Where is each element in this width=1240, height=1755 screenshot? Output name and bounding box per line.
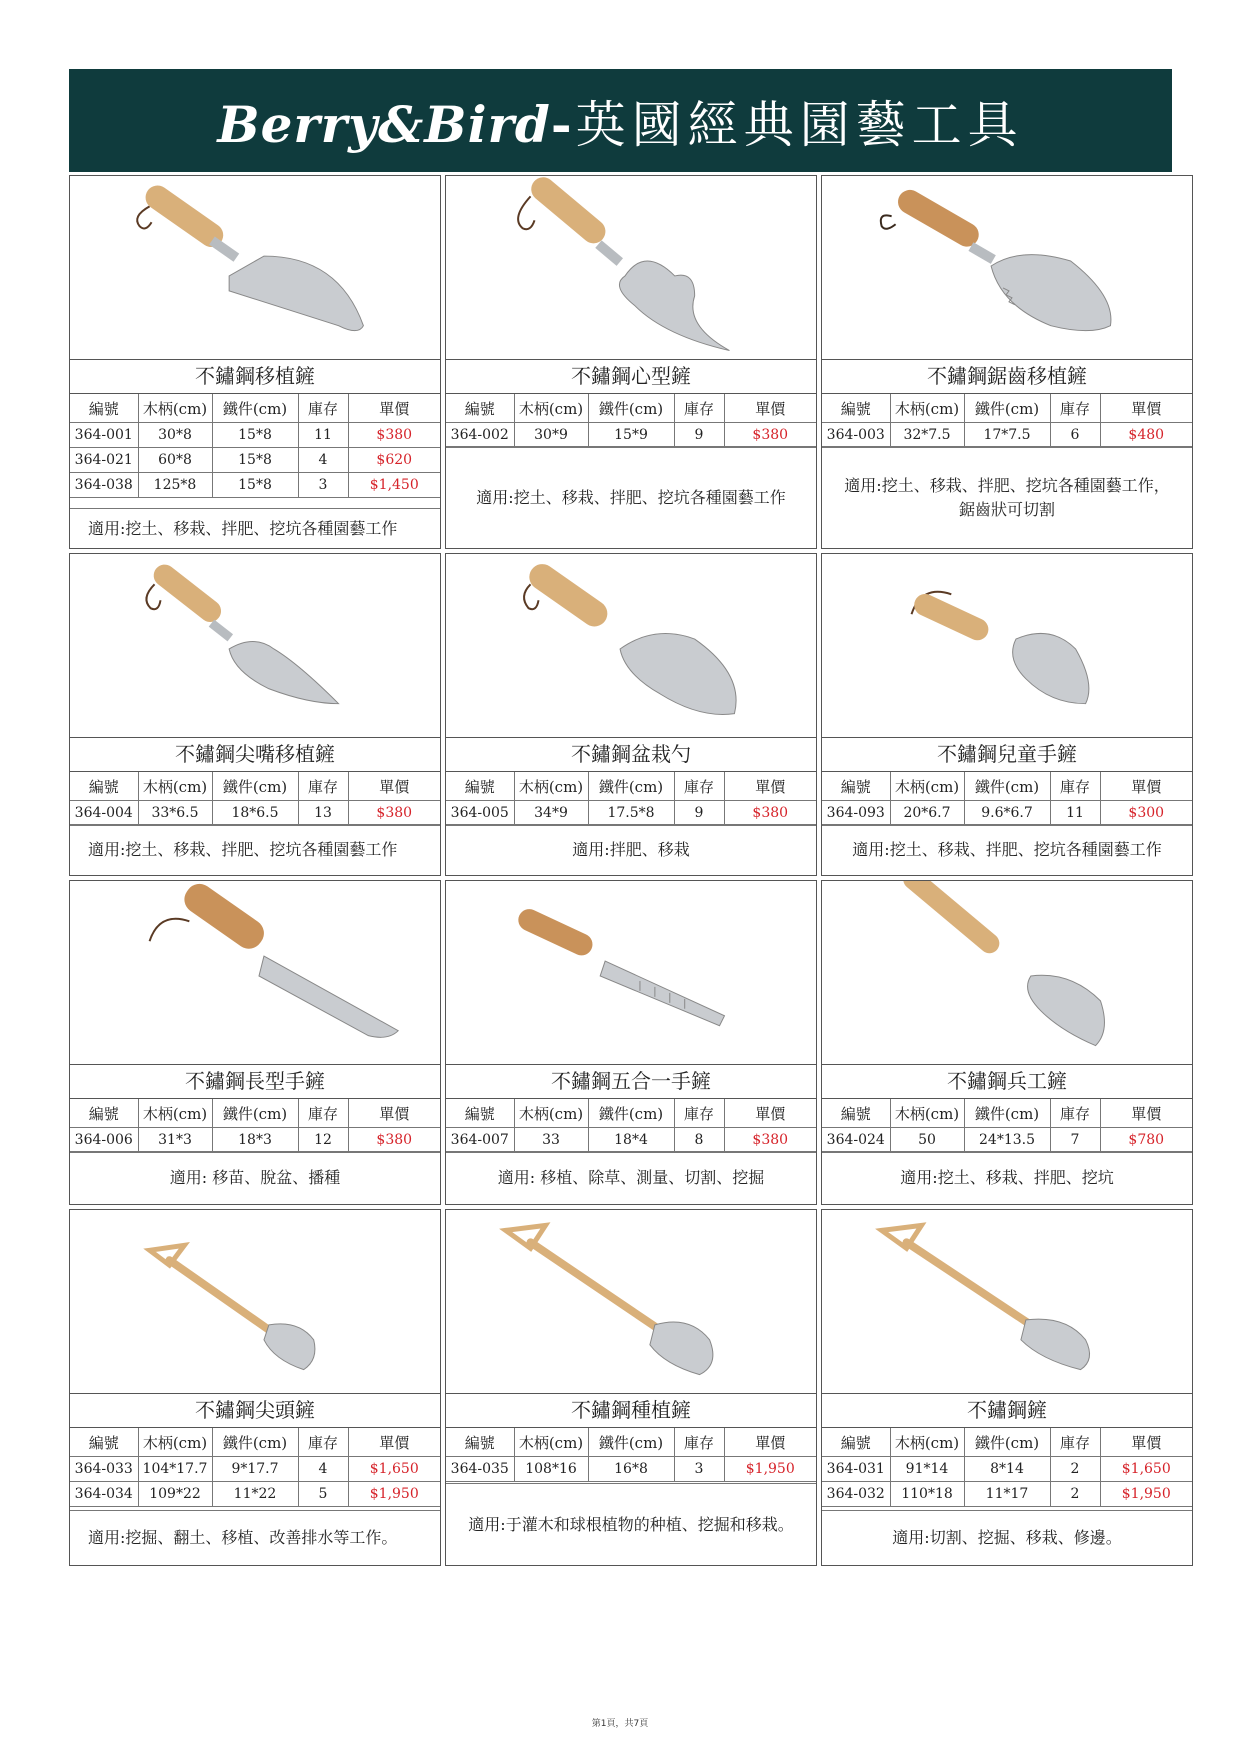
col-header-price: 單價 — [724, 1099, 816, 1128]
col-header-stock: 庫存 — [674, 1428, 724, 1457]
product-name: 不鏽鋼五合一手鏟 — [446, 1064, 816, 1099]
handle-size: 33*6.5 — [138, 801, 212, 826]
product-image-long-trowel — [70, 881, 440, 1065]
item-code: 364-033 — [70, 1457, 138, 1482]
stock-count: 4 — [298, 1457, 348, 1482]
spec-row — [70, 801, 440, 826]
unit-price: $380 — [724, 1128, 816, 1153]
unit-price: $1,650 — [1100, 1457, 1192, 1482]
spec-row — [822, 1128, 1192, 1153]
handle-size: 31*3 — [138, 1128, 212, 1153]
product-image-pointed-spade — [70, 1210, 440, 1394]
col-header-stock: 庫存 — [1050, 1428, 1100, 1457]
stock-count: 8 — [674, 1128, 724, 1153]
col-header-stock: 庫存 — [298, 772, 348, 801]
product-name: 不鏽鋼鏟 — [822, 1393, 1192, 1428]
product-name: 不鏽鋼心型鏟 — [446, 359, 816, 394]
blade-size: 11*17 — [964, 1482, 1050, 1507]
handle-size: 32*7.5 — [890, 423, 964, 448]
product-name: 不鏽鋼兵工鏟 — [822, 1064, 1192, 1099]
handle-size: 108*16 — [514, 1457, 588, 1482]
spec-row — [822, 1482, 1192, 1507]
product-card-five-in-one-trowel — [445, 880, 817, 1205]
col-header-price: 單價 — [1100, 394, 1192, 423]
spec-header-row — [446, 1099, 816, 1128]
item-code: 364-003 — [822, 423, 890, 448]
spec-header-row — [446, 394, 816, 423]
usage-text: 適用:挖土、移栽、拌肥、挖坑各種園藝工作， — [844, 475, 1170, 495]
col-header-stock: 庫存 — [298, 394, 348, 423]
blade-size: 15*8 — [212, 448, 298, 473]
col-header-stock: 庫存 — [1050, 394, 1100, 423]
blade-size: 15*8 — [212, 423, 298, 448]
usage-note — [822, 1151, 1192, 1204]
item-code: 364-007 — [446, 1128, 514, 1153]
usage-text: 適用:挖土、移栽、拌肥、挖坑各種園藝工作 — [88, 840, 398, 859]
product-card-military-shovel — [821, 880, 1193, 1205]
col-header-price: 單價 — [724, 394, 816, 423]
stock-count: 7 — [1050, 1128, 1100, 1153]
col-header-stock: 庫存 — [674, 394, 724, 423]
col-header-stock: 庫存 — [674, 1099, 724, 1128]
product-row-2 — [69, 553, 1173, 876]
col-header-blade: 鐵件(cm) — [588, 1428, 674, 1457]
usage-note — [70, 824, 440, 875]
handle-size: 60*8 — [138, 448, 212, 473]
usage-note — [70, 1510, 440, 1565]
unit-price: $380 — [348, 801, 440, 826]
product-name: 不鏽鋼兒童手鏟 — [822, 737, 1192, 772]
item-code: 364-034 — [70, 1482, 138, 1507]
handle-size: 34*9 — [514, 801, 588, 826]
usage-text: 適用:挖土、移栽、拌肥、挖坑各種園藝工作 — [88, 518, 398, 538]
product-image-potting-scoop — [446, 554, 816, 738]
col-header-code: 編號 — [70, 1099, 138, 1128]
product-name: 不鏽鋼種植鏟 — [446, 1393, 816, 1428]
col-header-stock: 庫存 — [674, 772, 724, 801]
spec-table — [70, 1099, 440, 1153]
col-header-handle: 木柄(cm) — [890, 772, 964, 801]
col-header-handle: 木柄(cm) — [138, 394, 212, 423]
col-header-blade: 鐵件(cm) — [588, 394, 674, 423]
spec-row — [822, 1457, 1192, 1482]
spec-row — [70, 423, 440, 448]
product-card-spade — [821, 1209, 1193, 1566]
stock-count: 3 — [298, 473, 348, 498]
unit-price: $1,950 — [1100, 1482, 1192, 1507]
stock-count: 12 — [298, 1128, 348, 1153]
product-image-five-in-one-trowel — [446, 881, 816, 1065]
stock-count: 13 — [298, 801, 348, 826]
usage-note — [446, 1151, 816, 1204]
product-image-military-shovel — [822, 881, 1192, 1065]
unit-price: $1,950 — [724, 1457, 816, 1482]
spec-header-row — [822, 1099, 1192, 1128]
spec-table — [822, 1428, 1192, 1507]
handle-size: 33 — [514, 1128, 588, 1153]
item-code: 364-006 — [70, 1128, 138, 1153]
usage-text: 適用:挖土、移栽、拌肥、挖坑各種園藝工作 — [476, 487, 786, 507]
item-code: 364-005 — [446, 801, 514, 826]
spec-header-row — [70, 772, 440, 801]
col-header-stock: 庫存 — [1050, 772, 1100, 801]
product-name: 不鏽鋼尖頭鏟 — [70, 1393, 440, 1428]
col-header-blade: 鐵件(cm) — [212, 394, 298, 423]
stock-count: 11 — [1050, 801, 1100, 826]
usage-text: 適用: 移植、除草、測量、切割、挖掘 — [497, 1168, 765, 1187]
product-image-pointed-trowel — [70, 554, 440, 738]
usage-text: 適用:拌肥、移栽 — [572, 840, 690, 859]
col-header-handle: 木柄(cm) — [514, 1099, 588, 1128]
col-header-blade: 鐵件(cm) — [588, 772, 674, 801]
spec-row — [446, 1457, 816, 1482]
unit-price: $380 — [348, 1128, 440, 1153]
product-image-heart-trowel — [446, 176, 816, 360]
handle-size: 30*9 — [514, 423, 588, 448]
col-header-price: 單價 — [1100, 772, 1192, 801]
usage-note — [446, 824, 816, 875]
spec-header-row — [822, 1428, 1192, 1457]
title-text: 英國經典園藝工具 — [575, 95, 1024, 154]
item-code: 364-001 — [70, 423, 138, 448]
blade-size: 15*9 — [588, 423, 674, 448]
stock-count: 2 — [1050, 1482, 1100, 1507]
usage-text-line2: 鋸齒狀可切割 — [958, 499, 1055, 519]
stock-count: 11 — [298, 423, 348, 448]
handle-size: 109*22 — [138, 1482, 212, 1507]
product-card-planting-spade — [445, 1209, 817, 1566]
spec-row — [70, 473, 440, 498]
spec-table — [446, 772, 816, 826]
spec-header-row — [446, 1428, 816, 1457]
page-footer: 第1頁，共7頁 — [591, 1719, 649, 1729]
col-header-blade: 鐵件(cm) — [588, 1099, 674, 1128]
col-header-handle: 木柄(cm) — [890, 394, 964, 423]
unit-price: $300 — [1100, 801, 1192, 826]
col-header-price: 單價 — [1100, 1099, 1192, 1128]
spec-row — [822, 801, 1192, 826]
product-image-spade — [822, 1210, 1192, 1394]
col-header-code: 編號 — [70, 394, 138, 423]
brand-name: Berry&Bird — [217, 94, 551, 154]
usage-text: 適用:于灌木和球根植物的种植、挖掘和移栽。 — [468, 1514, 794, 1534]
spec-row — [70, 1482, 440, 1507]
item-code: 364-021 — [70, 448, 138, 473]
col-header-handle: 木柄(cm) — [890, 1428, 964, 1457]
col-header-code: 編號 — [822, 1099, 890, 1128]
blade-size: 18*4 — [588, 1128, 674, 1153]
stock-count: 9 — [674, 423, 724, 448]
product-name: 不鏽鋼移植鏟 — [70, 359, 440, 394]
unit-price: $780 — [1100, 1128, 1192, 1153]
col-header-handle: 木柄(cm) — [138, 772, 212, 801]
item-code: 364-004 — [70, 801, 138, 826]
product-image-serrated-trowel — [822, 176, 1192, 360]
blade-size: 9*17.7 — [212, 1457, 298, 1482]
item-code: 364-093 — [822, 801, 890, 826]
product-image-planting-spade — [446, 1210, 816, 1394]
item-code: 364-035 — [446, 1457, 514, 1482]
col-header-blade: 鐵件(cm) — [212, 1099, 298, 1128]
unit-price: $380 — [724, 423, 816, 448]
product-card-kids-trowel — [821, 553, 1193, 876]
spec-row — [822, 423, 1192, 448]
spec-table — [446, 1428, 816, 1482]
handle-size: 50 — [890, 1128, 964, 1153]
product-card-serrated-trowel — [821, 175, 1193, 549]
blade-size: 11*22 — [212, 1482, 298, 1507]
col-header-handle: 木柄(cm) — [514, 394, 588, 423]
item-code: 364-031 — [822, 1457, 890, 1482]
blade-size: 17.5*8 — [588, 801, 674, 826]
header-banner — [69, 69, 1172, 172]
col-header-handle: 木柄(cm) — [138, 1428, 212, 1457]
blade-size: 16*8 — [588, 1457, 674, 1482]
col-header-stock: 庫存 — [1050, 1099, 1100, 1128]
col-header-price: 單價 — [1100, 1428, 1192, 1457]
stock-count: 9 — [674, 801, 724, 826]
item-code: 364-002 — [446, 423, 514, 448]
product-card-transplant-trowel — [69, 175, 441, 549]
col-header-blade: 鐵件(cm) — [212, 1428, 298, 1457]
spec-row — [70, 448, 440, 473]
item-code: 364-032 — [822, 1482, 890, 1507]
usage-text: 適用:切割、挖掘、移栽、修邊。 — [892, 1528, 1122, 1547]
product-card-potting-scoop — [445, 553, 817, 876]
col-header-handle: 木柄(cm) — [514, 1428, 588, 1457]
col-header-price: 單價 — [348, 1428, 440, 1457]
unit-price: $1,950 — [348, 1482, 440, 1507]
spec-header-row — [70, 394, 440, 423]
stock-count: 2 — [1050, 1457, 1100, 1482]
col-header-blade: 鐵件(cm) — [964, 394, 1050, 423]
col-header-code: 編號 — [446, 1099, 514, 1128]
spec-table — [70, 1428, 440, 1507]
spec-table — [822, 394, 1192, 448]
usage-note — [70, 508, 440, 548]
spec-table — [70, 772, 440, 826]
product-card-heart-trowel — [445, 175, 817, 549]
col-header-code: 編號 — [446, 394, 514, 423]
blade-size: 15*8 — [212, 473, 298, 498]
col-header-code: 編號 — [70, 1428, 138, 1457]
usage-note — [822, 824, 1192, 875]
usage-text: 適用:挖掘、翻土、移植、改善排水等工作。 — [88, 1528, 398, 1547]
unit-price: $380 — [724, 801, 816, 826]
product-row-1 — [69, 175, 1173, 549]
col-header-handle: 木柄(cm) — [890, 1099, 964, 1128]
spec-header-row — [70, 1099, 440, 1128]
unit-price: $1,650 — [348, 1457, 440, 1482]
usage-text: 適用: 移苗、脫盆、播種 — [169, 1168, 341, 1187]
product-name: 不鏽鋼尖嘴移植鏟 — [70, 737, 440, 772]
blade-size: 24*13.5 — [964, 1128, 1050, 1153]
spec-table — [822, 1099, 1192, 1153]
handle-size: 30*8 — [138, 423, 212, 448]
product-name: 不鏽鋼長型手鏟 — [70, 1064, 440, 1099]
col-header-price: 單價 — [348, 772, 440, 801]
col-header-handle: 木柄(cm) — [514, 772, 588, 801]
spec-row — [446, 423, 816, 448]
col-header-price: 單價 — [724, 1428, 816, 1457]
spec-row — [446, 1128, 816, 1153]
col-header-code: 編號 — [822, 772, 890, 801]
stock-count: 3 — [674, 1457, 724, 1482]
spec-table — [822, 772, 1192, 826]
spec-header-row — [822, 772, 1192, 801]
usage-note — [70, 1151, 440, 1204]
col-header-blade: 鐵件(cm) — [212, 772, 298, 801]
page-title — [217, 85, 1023, 157]
spec-table — [70, 394, 440, 498]
item-code: 364-024 — [822, 1128, 890, 1153]
stock-count: 6 — [1050, 423, 1100, 448]
spec-row — [70, 1128, 440, 1153]
spec-header-row — [70, 1428, 440, 1457]
usage-text: 適用:挖土、移栽、拌肥、挖坑 — [900, 1168, 1114, 1187]
spec-header-row — [822, 394, 1192, 423]
item-code: 364-038 — [70, 473, 138, 498]
unit-price: $620 — [348, 448, 440, 473]
col-header-code: 編號 — [822, 394, 890, 423]
product-image-kids-trowel — [822, 554, 1192, 738]
title-separator: - — [550, 94, 576, 154]
usage-note — [446, 1483, 816, 1565]
handle-size: 125*8 — [138, 473, 212, 498]
spec-row — [70, 1457, 440, 1482]
handle-size: 91*14 — [890, 1457, 964, 1482]
handle-size: 20*6.7 — [890, 801, 964, 826]
spec-header-row — [446, 772, 816, 801]
handle-size: 104*17.7 — [138, 1457, 212, 1482]
product-card-pointed-spade — [69, 1209, 441, 1566]
col-header-blade: 鐵件(cm) — [964, 1099, 1050, 1128]
product-image-trowel — [70, 176, 440, 360]
product-name: 不鏽鋼鋸齒移植鏟 — [822, 359, 1192, 394]
product-card-pointed-trowel — [69, 553, 441, 876]
unit-price: $1,450 — [348, 473, 440, 498]
blade-size: 9.6*6.7 — [964, 801, 1050, 826]
product-row-4 — [69, 1209, 1173, 1566]
col-header-stock: 庫存 — [298, 1428, 348, 1457]
col-header-code: 編號 — [446, 1428, 514, 1457]
col-header-stock: 庫存 — [298, 1099, 348, 1128]
usage-note — [446, 446, 816, 548]
spec-row — [446, 801, 816, 826]
spec-table — [446, 394, 816, 448]
product-row-3 — [69, 880, 1173, 1205]
col-header-handle: 木柄(cm) — [138, 1099, 212, 1128]
blade-size: 18*3 — [212, 1128, 298, 1153]
col-header-price: 單價 — [348, 394, 440, 423]
col-header-code: 編號 — [70, 772, 138, 801]
col-header-blade: 鐵件(cm) — [964, 772, 1050, 801]
product-card-long-trowel — [69, 880, 441, 1205]
usage-text: 適用:挖土、移栽、拌肥、挖坑各種園藝工作 — [852, 840, 1162, 859]
col-header-price: 單價 — [348, 1099, 440, 1128]
usage-note — [822, 446, 1192, 548]
unit-price: $380 — [348, 423, 440, 448]
blade-size: 17*7.5 — [964, 423, 1050, 448]
spec-table — [446, 1099, 816, 1153]
product-name: 不鏽鋼盆栽勺 — [446, 737, 816, 772]
blade-size: 18*6.5 — [212, 801, 298, 826]
blade-size: 8*14 — [964, 1457, 1050, 1482]
col-header-price: 單價 — [724, 772, 816, 801]
stock-count: 4 — [298, 448, 348, 473]
col-header-code: 編號 — [822, 1428, 890, 1457]
product-grid — [69, 175, 1173, 1570]
usage-note — [822, 1510, 1192, 1565]
unit-price: $480 — [1100, 423, 1192, 448]
col-header-code: 編號 — [446, 772, 514, 801]
col-header-blade: 鐵件(cm) — [964, 1428, 1050, 1457]
handle-size: 110*18 — [890, 1482, 964, 1507]
stock-count: 5 — [298, 1482, 348, 1507]
